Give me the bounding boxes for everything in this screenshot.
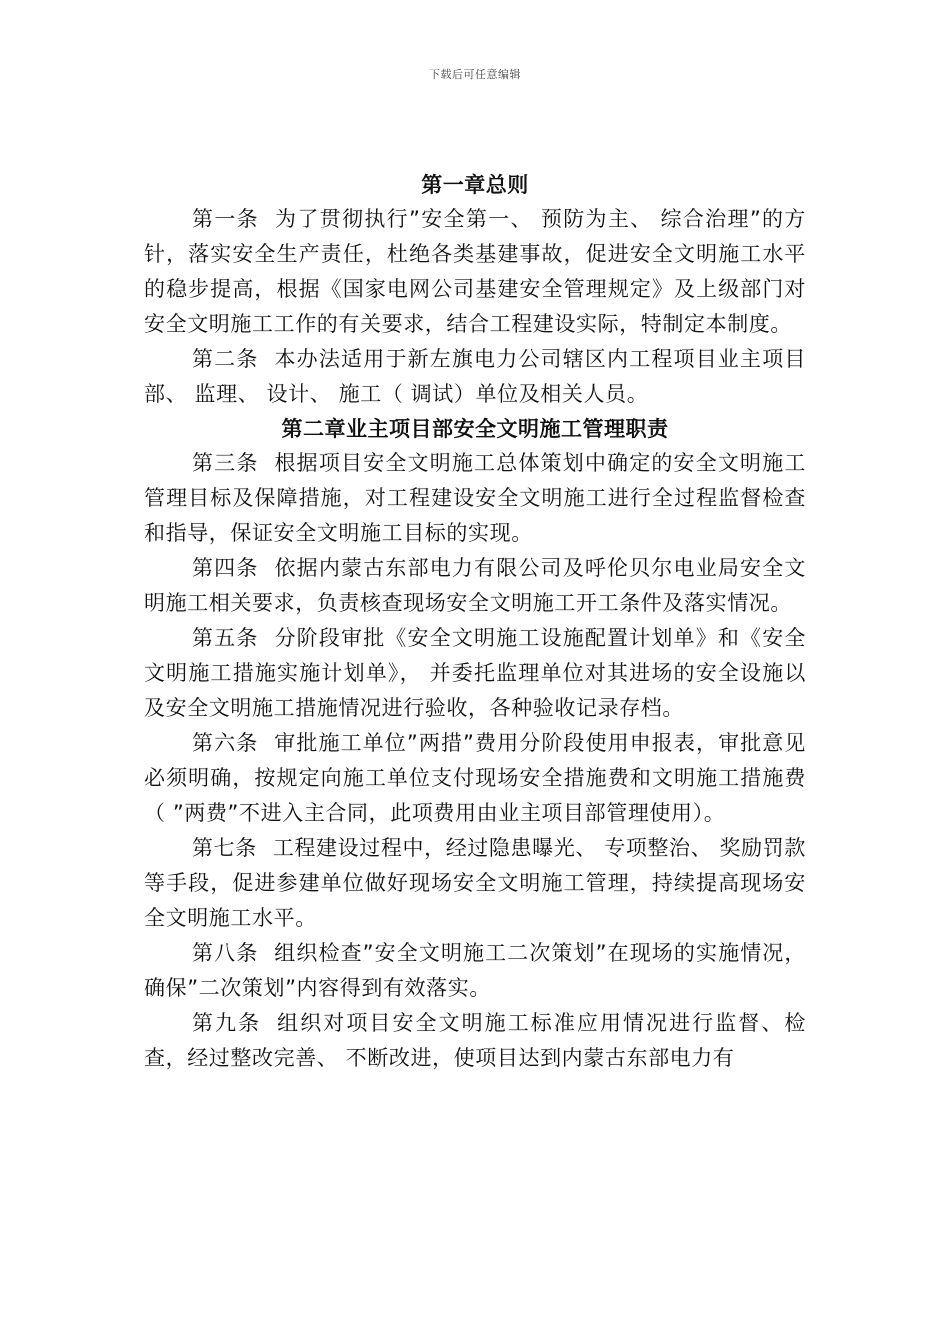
article-label: 第六条 [192, 731, 259, 755]
article-label: 第七条 [192, 836, 257, 860]
article-paragraph [144, 446, 806, 551]
article-text: 组织对项目安全文明施工标准应用情况进行监督、检查，经过整改完善、 不断改进，使项目达到内蒙古东部电力有 [144, 1011, 806, 1070]
document-body [144, 168, 806, 1076]
article-paragraph [144, 1006, 806, 1076]
article-label: 第二条 [192, 347, 259, 371]
article-text: 依据内蒙古东部电力有限公司及呼伦贝尔电业局安全文明施工相关要求，负责核查现场安全文明施工开工条件及落实情况。 [144, 556, 806, 615]
article-label: 第一条 [192, 207, 259, 231]
article-text: 为了贯彻执行”安全第一、 预防为主、 综合治理”的方针，落实安全生产责任，杜绝各类基建事故，促进安全文明施工水平的稳步提高，根据《国家电网公司基建安全管理规定》及上级部门对安全文明施工工作的有关要求，结合工程建设实际，特制定本制度。 [144, 207, 806, 336]
article-paragraph [144, 621, 806, 726]
article-text: 审批施工单位”两措”费用分阶段使用申报表，审批意见必须明确，按规定向施工单位支付现场安全措施费和文明施工措施费（ ”两费”不进入主合同，此项费用由业主项目部管理使用）。 [144, 731, 806, 825]
article-paragraph [144, 551, 806, 621]
article-label: 第五条 [192, 626, 259, 650]
download-note: 下载后可任意编辑 [429, 68, 521, 81]
article-label: 第四条 [192, 556, 259, 580]
article-text: 分阶段审批《安全文明施工设施配置计划单》和《安全文明施工措施实施计划单》， 并委托监理单位对其进场的安全设施以及安全文明施工措施情况进行验收，各种验收记录存档。 [144, 626, 806, 720]
article-paragraph [144, 202, 806, 342]
article-text: 根据项目安全文明施工总体策划中确定的安全文明施工管理目标及保障措施，对工程建设安全文明施工进行全过程监督检查和指导，保证安全文明施工目标的实现。 [144, 451, 806, 545]
chapter-title: 第一章总则 [421, 173, 529, 197]
article-text: 工程建设过程中，经过隐患曝光、 专项整治、 奖励罚款等手段，促进参建单位做好现场安全文明施工管理，持续提高现场安全文明施工水平。 [144, 836, 806, 930]
article-paragraph [144, 831, 806, 936]
article-paragraph [144, 342, 806, 412]
article-text: 本办法适用于新左旗电力公司辖区内工程项目业主项目部、 监理、 设计、 施工（ 调试）单位及相关人员。 [144, 347, 806, 406]
article-text: 组织检查”安全文明施工二次策划”在现场的实施情况，确保”二次策划”内容得到有效落实。 [144, 941, 806, 1000]
chapter-title: 第二章业主项目部安全文明施工管理职责 [281, 417, 669, 441]
article-label: 第八条 [192, 941, 259, 965]
article-label: 第九条 [192, 1011, 262, 1035]
article-label: 第三条 [192, 451, 259, 475]
article-paragraph [144, 726, 806, 831]
article-paragraph [144, 936, 806, 1006]
